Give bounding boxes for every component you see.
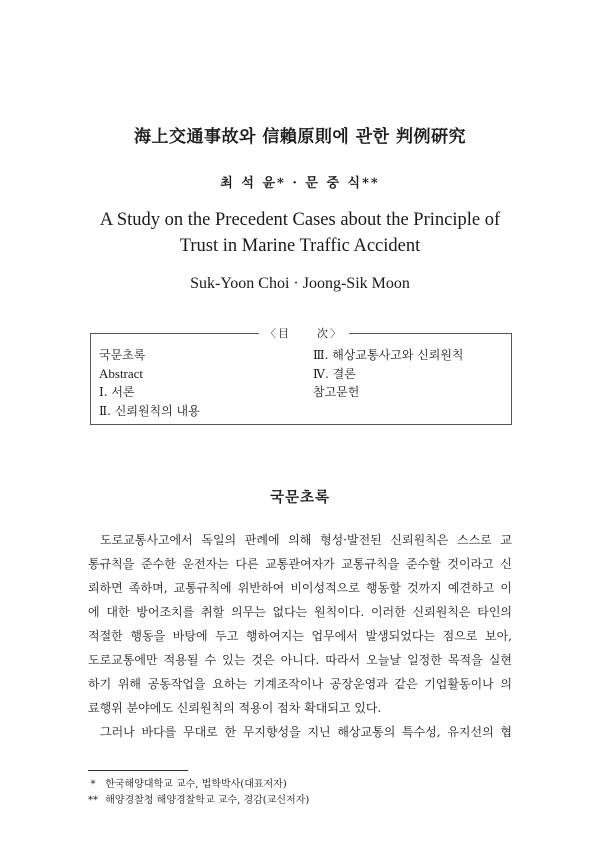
toc-item: 국문초록 (99, 348, 146, 362)
footnote-mark: ** (88, 795, 98, 806)
footnote-text: 해양경찰청 해양경찰학교 교수, 경감(교신저자) (105, 795, 310, 806)
abstract-body (88, 528, 512, 744)
toc-label: 〈目 次〉 (259, 325, 349, 341)
title-english-line-2: Trust in Marine Traffic Accident (179, 236, 421, 256)
body-line: 그러나 바다를 무대로 한 무지향성을 지닌 해상교통의 특수성, 유지선의 협 (100, 725, 512, 739)
toc-item: Ⅱ. 신뢰원칙의 내용 (99, 403, 200, 418)
toc-left-column (99, 346, 200, 420)
footnote-divider (88, 770, 188, 771)
footnote (84, 793, 309, 809)
body-line: 에 대한 방어조치를 취할 의무는 없다는 원칙이다. 이러한 신뢰원칙은 타인의 (88, 605, 512, 619)
body-line: 뢰하면 족하며, 교통규칙에 위반하여 비이성적으로 행동할 것까지 예견하고 이 (88, 581, 512, 595)
body-line: 도로교통에만 적용될 수 있는 것은 아니다. 따라서 오늘날 일정한 목적을 실현 (88, 653, 512, 667)
toc-item: Ⅲ. 해상교통사고와 신뢰원칙 (313, 348, 464, 362)
toc-item: Ⅰ. 서론 (99, 385, 135, 399)
body-line: 도로교통사고에서 독일의 판례에 의해 형성·발전된 신뢰원칙은 스스로 교 (100, 533, 512, 547)
toc-item: Ⅳ. 결론 (313, 366, 356, 381)
body-line: 하기 위해 공동작업을 요하는 기계조작이나 공장운영과 같은 기업활동이나 의 (88, 677, 512, 691)
toc-right-column (313, 346, 464, 402)
authors-korean: 최 석 윤* · 문 중 식** (220, 176, 380, 191)
title-english (60, 207, 540, 259)
section-heading-abstract: 국문초록 (269, 490, 331, 506)
title-korean: 海上交通事故와 信賴原則에 관한 判例硏究 (134, 127, 466, 147)
footnote-mark: * (90, 779, 96, 790)
toc-item: Abstract (99, 365, 144, 381)
footnote-text: 한국해양대학교 교수, 법학박사(대표저자) (105, 779, 287, 790)
title-english-line-1: A Study on the Precedent Cases about the Principle of (99, 210, 501, 230)
body-line: 료행위 분야에도 신뢰원칙의 적용이 점차 확대되고 있다. (88, 701, 382, 715)
footnote (84, 777, 309, 793)
body-line: 적절한 행동을 바탕에 두고 행하여지는 업무에서 발생되었다는 점으로 보아, (88, 629, 512, 643)
table-of-contents (90, 327, 512, 425)
footnotes (84, 777, 309, 809)
body-line: 통규칙을 준수한 운전자는 다른 교통관여자가 교통규칙을 준수할 것이라고 신 (88, 557, 512, 571)
authors-english: Suk-Yoon Choi · Joong-Sik Moon (190, 275, 410, 292)
toc-item: 참고문헌 (313, 385, 360, 399)
